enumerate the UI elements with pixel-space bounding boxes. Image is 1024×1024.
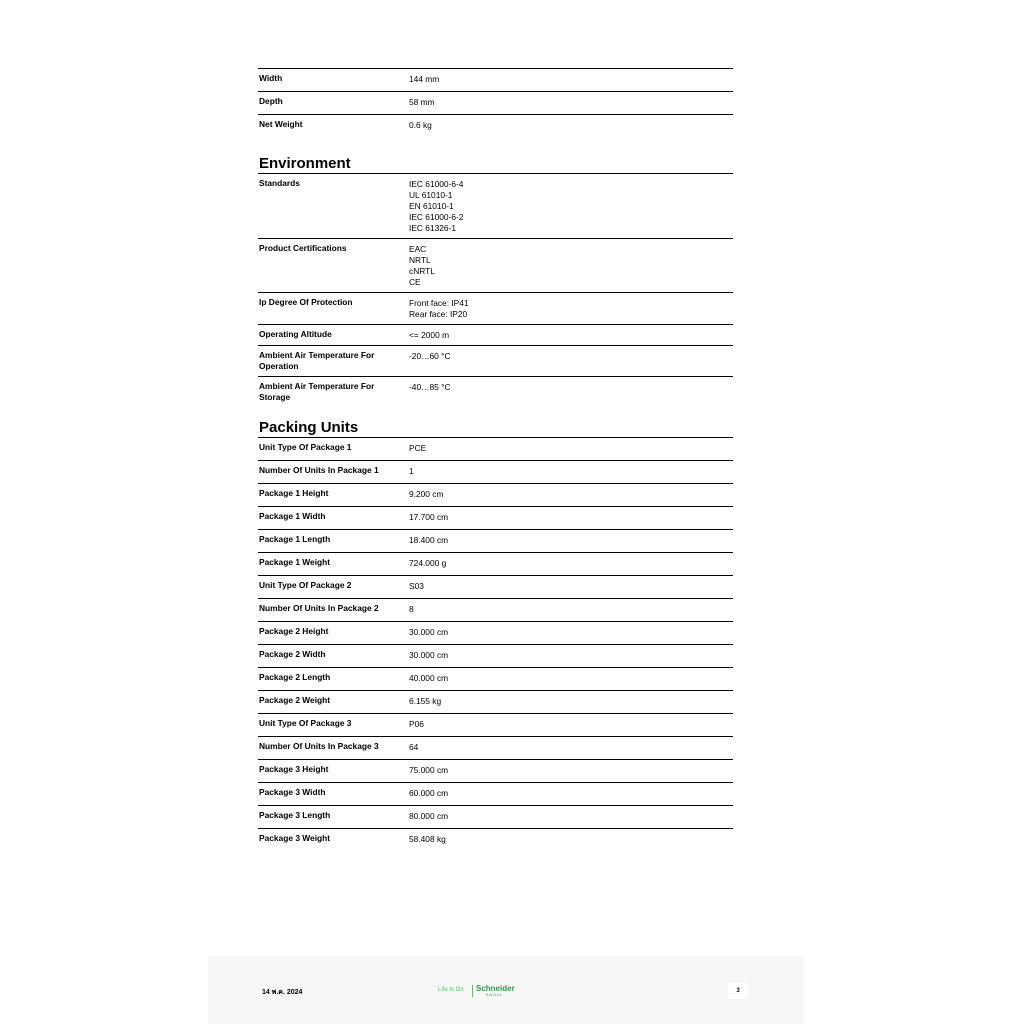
spec-row-package-1-width (258, 507, 733, 530)
spec-label: Number Of Units In Package 2 (258, 599, 408, 622)
spec-row-unit-type-of-package-2 (258, 576, 733, 599)
spec-row-ambient-air-temperature-for-storage (258, 377, 733, 408)
spec-value: 0.6 kg (408, 115, 733, 138)
spec-value: S03 (408, 576, 733, 599)
spec-value: 724.000 g (408, 553, 733, 576)
spec-value (408, 174, 733, 239)
spec-row-net-weight (258, 115, 733, 138)
spec-value-line: -40…85 °C (409, 382, 451, 392)
spec-row-width (258, 69, 733, 92)
spec-value: 18.400 cm (408, 530, 733, 553)
spec-value-line: CE (409, 277, 421, 287)
spec-label: Package 1 Weight (258, 553, 408, 576)
spec-row-package-1-length (258, 530, 733, 553)
spec-value: 8 (408, 599, 733, 622)
spec-row-package-3-length (258, 806, 733, 829)
spec-row-package-2-width (258, 645, 733, 668)
spec-label: Product Certifications (258, 239, 408, 293)
spec-row-package-3-width (258, 783, 733, 806)
spec-value (408, 325, 733, 346)
spec-row-number-of-units-in-package-2 (258, 599, 733, 622)
spec-value: 60.000 cm (408, 783, 733, 806)
spec-label: Unit Type Of Package 2 (258, 576, 408, 599)
spec-label: Depth (258, 92, 408, 115)
spec-row-package-2-length (258, 668, 733, 691)
spec-label: Number Of Units In Package 3 (258, 737, 408, 760)
page-number: 3 (728, 983, 748, 999)
spec-row-ambient-air-temperature-for-operation (258, 346, 733, 377)
spec-label: Package 3 Length (258, 806, 408, 829)
spec-label: Operating Altitude (258, 325, 408, 346)
spec-label: Ambient Air Temperature For Operation (258, 346, 408, 377)
section-title-packing-units: Packing Units (259, 419, 359, 436)
spec-value (408, 346, 733, 377)
brand-subtitle: Electric (486, 993, 503, 997)
spec-label: Package 3 Width (258, 783, 408, 806)
spec-label: Package 2 Height (258, 622, 408, 645)
spec-value: 9.200 cm (408, 484, 733, 507)
brand-name: Schneider (476, 984, 515, 993)
spec-row-ip-degree-of-protection (258, 293, 733, 325)
spec-value: 80.000 cm (408, 806, 733, 829)
spec-value (408, 377, 733, 408)
spec-row-package-1-height (258, 484, 733, 507)
spec-label: Width (258, 69, 408, 92)
spec-row-depth (258, 92, 733, 115)
spec-label: Package 3 Height (258, 760, 408, 783)
logo-divider (472, 985, 473, 997)
section-title-environment: Environment (259, 155, 351, 172)
environment-table (258, 173, 733, 407)
spec-value: 144 mm (408, 69, 733, 92)
spec-row-product-certifications (258, 239, 733, 293)
spec-value: 17.700 cm (408, 507, 733, 530)
brand-tagline: Life Is On (438, 987, 464, 993)
spec-value-line: UL 61010-1 (409, 190, 453, 200)
spec-row-package-3-weight (258, 829, 733, 852)
spec-label: Standards (258, 174, 408, 239)
spec-value-line: EAC (409, 244, 427, 254)
spec-value: 58.408 kg (408, 829, 733, 852)
spec-value-line: IEC 61000-6-4 (409, 179, 464, 189)
spec-value: 58 mm (408, 92, 733, 115)
spec-label: Package 2 Weight (258, 691, 408, 714)
spec-value-line: IEC 61000-6-2 (409, 212, 464, 222)
spec-row-number-of-units-in-package-3 (258, 737, 733, 760)
spec-value: PCE (408, 438, 733, 461)
spec-value: 30.000 cm (408, 622, 733, 645)
spec-label: Unit Type Of Package 3 (258, 714, 408, 737)
spec-label: Package 1 Height (258, 484, 408, 507)
spec-value-line: <= 2000 m (409, 330, 450, 340)
spec-value: P06 (408, 714, 733, 737)
spec-label: Package 1 Length (258, 530, 408, 553)
spec-label: Unit Type Of Package 1 (258, 438, 408, 461)
spec-value: 40.000 cm (408, 668, 733, 691)
spec-value: 6.155 kg (408, 691, 733, 714)
spec-value-line: -20…60 °C (409, 351, 451, 361)
packing-units-table (258, 437, 733, 851)
spec-label: Number Of Units In Package 1 (258, 461, 408, 484)
spec-value-line: cNRTL (409, 266, 435, 276)
spec-row-unit-type-of-package-3 (258, 714, 733, 737)
spec-value: 64 (408, 737, 733, 760)
spec-value (408, 239, 733, 293)
spec-value-line: Rear face: IP20 (409, 309, 468, 319)
spec-value: 30.000 cm (408, 645, 733, 668)
spec-row-operating-altitude (258, 325, 733, 346)
spec-row-package-3-height (258, 760, 733, 783)
spec-label: Package 1 Width (258, 507, 408, 530)
spec-value-line: Front face: IP41 (409, 298, 469, 308)
spec-label: Package 2 Length (258, 668, 408, 691)
spec-value-line: NRTL (409, 255, 431, 265)
spec-label: Package 2 Width (258, 645, 408, 668)
page-footer (208, 956, 804, 1024)
spec-value-line: EN 61010-1 (409, 201, 454, 211)
spec-row-package-1-weight (258, 553, 733, 576)
spec-label: Ambient Air Temperature For Storage (258, 377, 408, 408)
spec-row-package-2-height (258, 622, 733, 645)
spec-value-line: IEC 61326-1 (409, 223, 457, 233)
spec-value: 75.000 cm (408, 760, 733, 783)
footer-date: 14 พ.ค. 2024 (262, 989, 303, 996)
spec-value (408, 293, 733, 325)
spec-content (258, 68, 733, 851)
spec-value: 1 (408, 461, 733, 484)
spec-label: Package 3 Weight (258, 829, 408, 852)
spec-row-standards (258, 174, 733, 239)
spec-row-number-of-units-in-package-1 (258, 461, 733, 484)
spec-row-unit-type-of-package-1 (258, 438, 733, 461)
spec-label: Ip Degree Of Protection (258, 293, 408, 325)
spec-label: Net Weight (258, 115, 408, 138)
dimensions-table (258, 68, 733, 137)
spec-row-package-2-weight (258, 691, 733, 714)
